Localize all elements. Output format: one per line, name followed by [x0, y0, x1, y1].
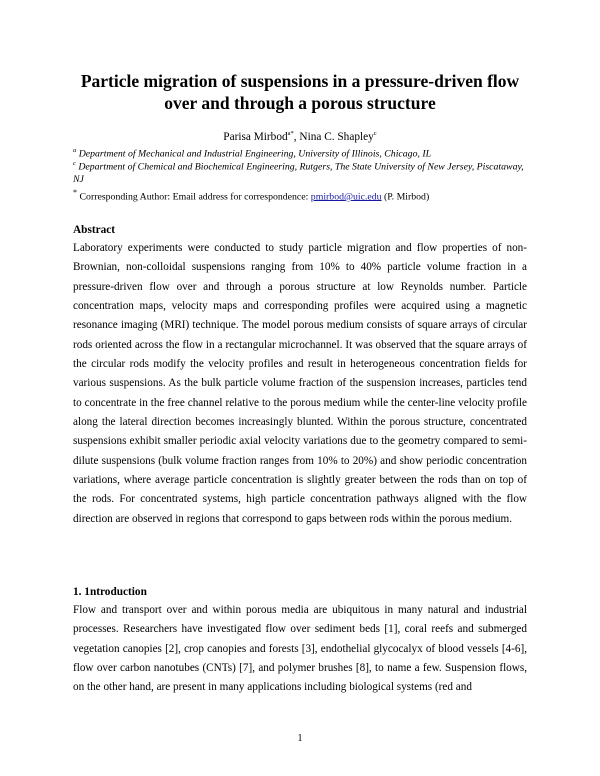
paper-title: [60, 70, 540, 114]
title-line-1: Particle migration of suspensions in a pressure-driven flow: [80, 71, 520, 91]
corresponding-suffix: (P. Mirbod): [381, 191, 430, 203]
author-2-name: Nina C. Shapley: [299, 130, 374, 143]
corresponding-label: Corresponding Author: Email address for correspondence:: [77, 191, 311, 203]
affiliation-a-text: Department of Mechanical and Industrial Engineering, University of Illinois, Chicago, IL: [76, 148, 432, 160]
affiliation-c-mark: c: [73, 160, 76, 167]
author-1-name: Parisa Mirbod: [223, 130, 288, 143]
abstract-heading: Abstract: [73, 224, 116, 236]
author-separator: ,: [293, 130, 300, 143]
introduction-heading: 1. 1ntroduction: [73, 586, 147, 598]
affiliation-a-mark: a: [73, 147, 77, 154]
abstract-body: Laboratory experiments were conducted to study particle migration and flow properties of non-Brownian, non-colloidal suspensions ranging from 10% to 40% particle volume fraction in a pressure-driven flow over and through a porous structure at low Reynolds number. Particle concentration maps, velocity maps and corresponding profiles were acquired using a magnetic resonance imaging (MRI) technique. The model porous medium consists of square arrays of circular rods oriented across the flow in a rectangular microchannel. It was observed that the square arrays of the circular rods modify the velocity profiles and result in heterogeneous concentration fields for various suspensions. As the bulk particle volume fraction of the suspension increases, particles tend to concentrate in the free channel relative to the porous medium while the center-line velocity profile along the lateral direction becomes increasingly blunted. Within the porous structure, concentrated suspensions exhibit smaller periodic axial velocity variations due to the geometry compared to semi-dilute suspensions (bulk volume fraction ranges from 10% to 20%) and show periodic concentration variations, where average particle concentration is slightly greater between the rods than on top of the rods. For concentrated systems, high particle concentration pathways aligned with the flow direction are observed in regions that correspond to gaps between rods within the porous medium.: [73, 242, 527, 525]
title-line-2: over and through a porous structure: [164, 93, 436, 113]
affiliation-c: [73, 158, 533, 186]
affiliation-c-text: Department of Chemical and Biochemical Engineering, Rutgers, The State University of New Jersey, Piscataway, NJ: [73, 161, 524, 185]
author-list: [0, 127, 600, 144]
corresponding-mark: *: [73, 188, 78, 197]
page-number: 1: [297, 733, 303, 744]
introduction-body: Flow and transport over and within porous media are ubiquitous in many natural and industrial processes. Researchers have investigated flow over sediment beds [1], coral reefs and submerged vegetation canopies [2], crop canopies and forests [3], endothelial glycocalyx of blood vessels [4-6], flow over carbon nanotubes (CNTs) [7], and polymer brushes [8], to name a few. Suspension flows, on the other hand, are present in many applications including biological systems (red and: [73, 604, 527, 694]
author-1-affil-mark: a*: [287, 130, 294, 137]
corresponding-email-link[interactable]: pmirbod@uic.edu: [310, 191, 382, 203]
author-2-affil-mark: c: [373, 130, 377, 137]
corresponding-author: [73, 187, 543, 203]
